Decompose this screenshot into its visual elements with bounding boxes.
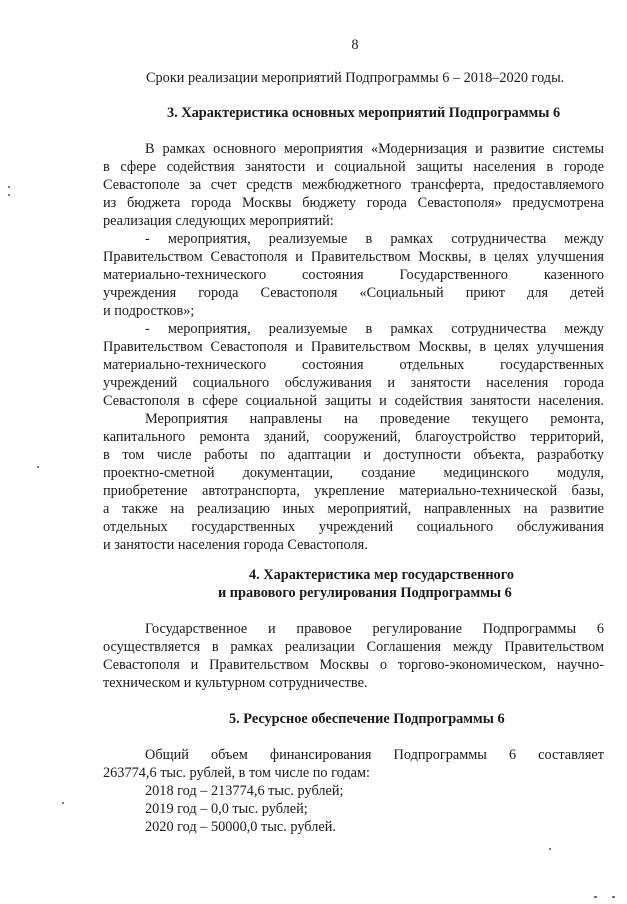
- scan-speck: [8, 186, 10, 188]
- section3-line: и занятости населения города Севастополя.: [103, 537, 368, 553]
- section3-line: проектно-сметной документации, создание медицинского модуля,: [103, 465, 604, 481]
- section3-line: Севастополе за счет средств межбюджетного трансферта, предоставляемого: [103, 177, 604, 193]
- section3-line: учреждения города Севастополя «Социальный приют для детей: [103, 285, 604, 301]
- section3-line: реализация следующих мероприятий:: [103, 213, 334, 229]
- section3-line: - мероприятия, реализуемые в рамках сотрудничества между: [145, 231, 604, 247]
- section3-line: материально-технического состояния отдельных государственных: [103, 357, 604, 373]
- section5-line: 2019 год – 0,0 тыс. рублей;: [145, 801, 308, 817]
- section5-line: 2018 год – 213774,6 тыс. рублей;: [145, 783, 344, 799]
- intro-line: Сроки реализации мероприятий Подпрограммы 6 – 2018–2020 годы.: [146, 70, 565, 86]
- scan-speck: [37, 466, 39, 468]
- section4-line: техническом и культурном сотрудничестве.: [103, 675, 368, 691]
- section3-line: в сфере содействия занятости и социальной защиты населения в городе: [103, 159, 604, 175]
- section3-line: в том числе работы по адаптации и доступности объекта, разработку: [103, 447, 604, 463]
- section3-line: отдельных государственных учреждений социального обслуживания: [103, 519, 604, 535]
- section3-line: Правительством Севастополя и Правительством Москвы, в целях улучшения: [103, 249, 604, 265]
- section4-heading: 4. Характеристика мер государственного: [249, 567, 514, 583]
- scan-speck: [612, 896, 615, 898]
- section3-line: учреждений социального обслуживания и занятости населения города: [103, 375, 604, 391]
- section5-heading: 5. Ресурсное обеспечение Подпрограммы 6: [229, 711, 505, 727]
- section4-line: Государственное и правовое регулирование Подпрограммы 6: [145, 621, 604, 637]
- section3-line: приобретение автотранспорта, укрепление материально-технической базы,: [103, 483, 604, 499]
- section5-line: Общий объем финансирования Подпрограммы 6 составляет: [145, 747, 604, 763]
- section3-line: и подростков»;: [103, 303, 195, 319]
- section3-line: из бюджета города Москвы бюджету города Севастополя» предусмотрена: [103, 195, 604, 211]
- section4-line: Севастополя и Правительством Москвы о торгово-экономическом, научно-: [103, 657, 604, 673]
- section5-line: 263774,6 тыс. рублей, в том числе по годам:: [103, 765, 371, 781]
- section3-line: а также на реализацию иных мероприятий, направленных на развитие: [103, 501, 604, 517]
- scan-speck: [594, 896, 597, 898]
- scan-speck: [62, 802, 64, 804]
- section3-line: Мероприятия направлены на проведение текущего ремонта,: [145, 411, 604, 427]
- scan-speck: [8, 194, 10, 196]
- section5-line: 2020 год – 50000,0 тыс. рублей.: [145, 819, 336, 835]
- page-number: 8: [351, 37, 359, 53]
- section3-line: - мероприятия, реализуемые в рамках сотрудничества между: [145, 321, 604, 337]
- section4-line: осуществляется в рамках реализации Соглашения между Правительством: [103, 639, 604, 655]
- section4-heading: и правового регулирования Подпрограммы 6: [218, 585, 512, 601]
- section3-line: Севастополя в сфере социальной защиты и содействия занятости населения.: [103, 393, 604, 409]
- section3-line: В рамках основного мероприятия «Модернизация и развитие системы: [145, 141, 604, 157]
- section3-line: Правительством Севастополя и Правительством Москвы, в целях улучшения: [103, 339, 604, 355]
- scan-speck: [549, 848, 551, 850]
- section3-line: капитального ремонта зданий, сооружений, благоустройство территорий,: [103, 429, 604, 445]
- section3-line: материально-технического состояния Государственного казенного: [103, 267, 604, 283]
- section3-heading: 3. Характеристика основных мероприятий Подпрограммы 6: [167, 105, 561, 121]
